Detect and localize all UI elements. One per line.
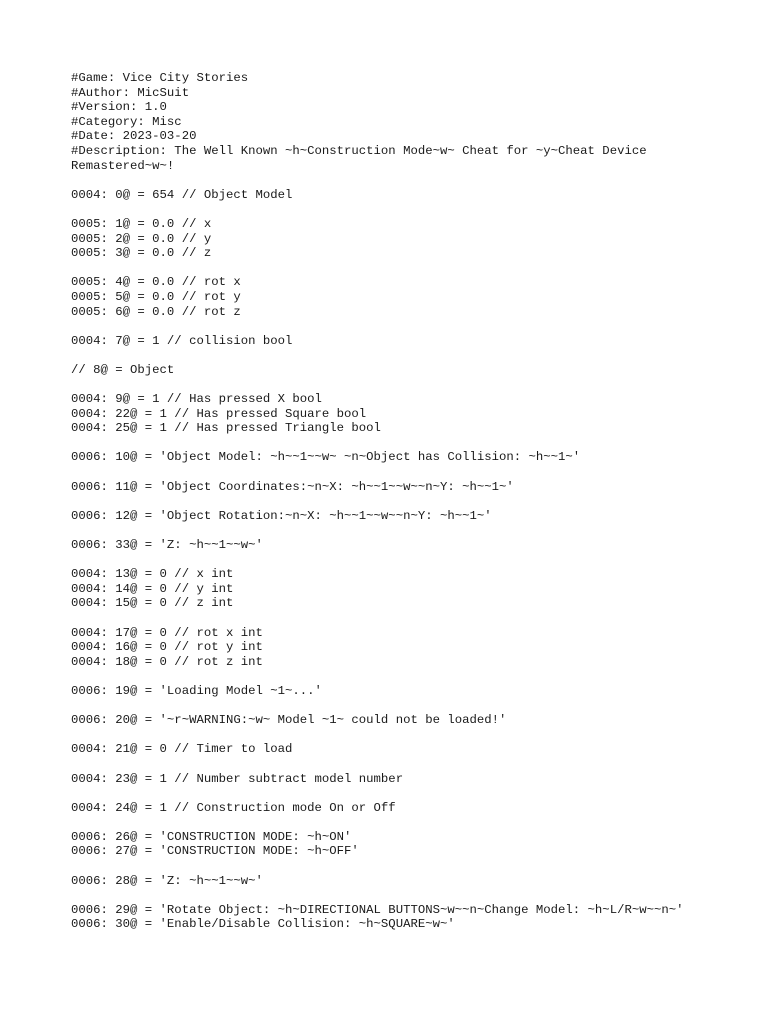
code-line: 0004: 14@ = 0 // y int [71,581,234,596]
code-line: 0004: 18@ = 0 // rot z int [71,654,263,669]
blank-line [71,348,751,363]
blank-line [71,523,751,538]
code-line: 0006: 26@ = 'CONSTRUCTION MODE: ~h~ON' [71,829,352,844]
blank-line [71,319,751,334]
code-line: 0005: 1@ = 0.0 // x [71,216,212,231]
blank-line [71,494,751,509]
code-line: 0004: 23@ = 1 // Number subtract model number [71,771,404,786]
code-line: 0005: 6@ = 0.0 // rot z [71,304,241,319]
blank-line [71,815,751,830]
code-line: 0004: 13@ = 0 // x int [71,567,234,582]
code-line: 0006: 30@ = 'Enable/Disable Collision: ~h~SQUARE~w~' [71,917,455,932]
code-line: 0004: 21@ = 0 // Timer to load [71,742,293,757]
blank-line [71,786,751,801]
blank-line [71,728,751,743]
code-line: 0006: 28@ = 'Z: ~h~~1~~w~' [71,873,263,888]
blank-line [71,261,751,276]
code-line: 0004: 9@ = 1 // Has pressed X bool [71,392,322,407]
code-line: 0005: 2@ = 0.0 // y [71,231,212,246]
code-line: #Date: 2023-03-20 [71,129,197,144]
code-line: 0006: 20@ = '~r~WARNING:~w~ Model ~1~ could not be loaded!' [71,713,507,728]
code-line: 0004: 24@ = 1 // Construction mode On or Off [71,800,396,815]
code-line: 0006: 10@ = 'Object Model: ~h~~1~~w~ ~n~Object has Collision: ~h~~1~' [71,450,581,465]
document-body [71,71,751,932]
blank-line [71,859,751,874]
blank-line [71,553,751,568]
code-line: Remastered~w~! [71,158,175,173]
blank-line [71,699,751,714]
blank-line [71,888,751,903]
blank-line [71,465,751,480]
code-line: 0006: 11@ = 'Object Coordinates:~n~X: ~h~~1~~w~~n~Y: ~h~~1~' [71,479,514,494]
code-line: 0006: 12@ = 'Object Rotation:~n~X: ~h~~1~~w~~n~Y: ~h~~1~' [71,508,492,523]
blank-line [71,173,751,188]
code-line: 0006: 29@ = 'Rotate Object: ~h~DIRECTIONAL BUTTONS~w~~n~Change Model: ~h~L/R~w~~n~' [71,902,684,917]
code-line: #Category: Misc [71,114,182,129]
code-line: 0006: 19@ = 'Loading Model ~1~...' [71,683,322,698]
blank-line [71,757,751,772]
blank-line [71,202,751,217]
code-line: 0005: 3@ = 0.0 // z [71,246,212,261]
code-line: #Game: Vice City Stories [71,71,249,85]
code-line: 0004: 7@ = 1 // collision bool [71,333,293,348]
code-line: #Description: The Well Known ~h~Construction Mode~w~ Cheat for ~y~Cheat Device [71,143,647,158]
code-line: 0004: 22@ = 1 // Has pressed Square bool [71,406,367,421]
code-line: // 8@ = Object [71,362,175,377]
code-line: 0005: 4@ = 0.0 // rot x [71,275,241,290]
blank-line [71,436,751,451]
code-line: 0004: 17@ = 0 // rot x int [71,625,263,640]
code-line: 0004: 15@ = 0 // z int [71,596,234,611]
code-line: 0006: 33@ = 'Z: ~h~~1~~w~' [71,538,263,552]
code-line: 0004: 16@ = 0 // rot y int [71,640,263,655]
code-line: #Version: 1.0 [71,100,167,115]
code-line: 0006: 27@ = 'CONSTRUCTION MODE: ~h~OFF' [71,844,359,859]
code-line: 0004: 25@ = 1 // Has pressed Triangle bool [71,421,381,436]
blank-line [71,377,751,392]
blank-line [71,669,751,684]
code-line: 0004: 0@ = 654 // Object Model [71,187,293,202]
code-line: #Author: MicSuit [71,85,190,100]
code-line: 0005: 5@ = 0.0 // rot y [71,289,241,304]
blank-line [71,611,751,626]
